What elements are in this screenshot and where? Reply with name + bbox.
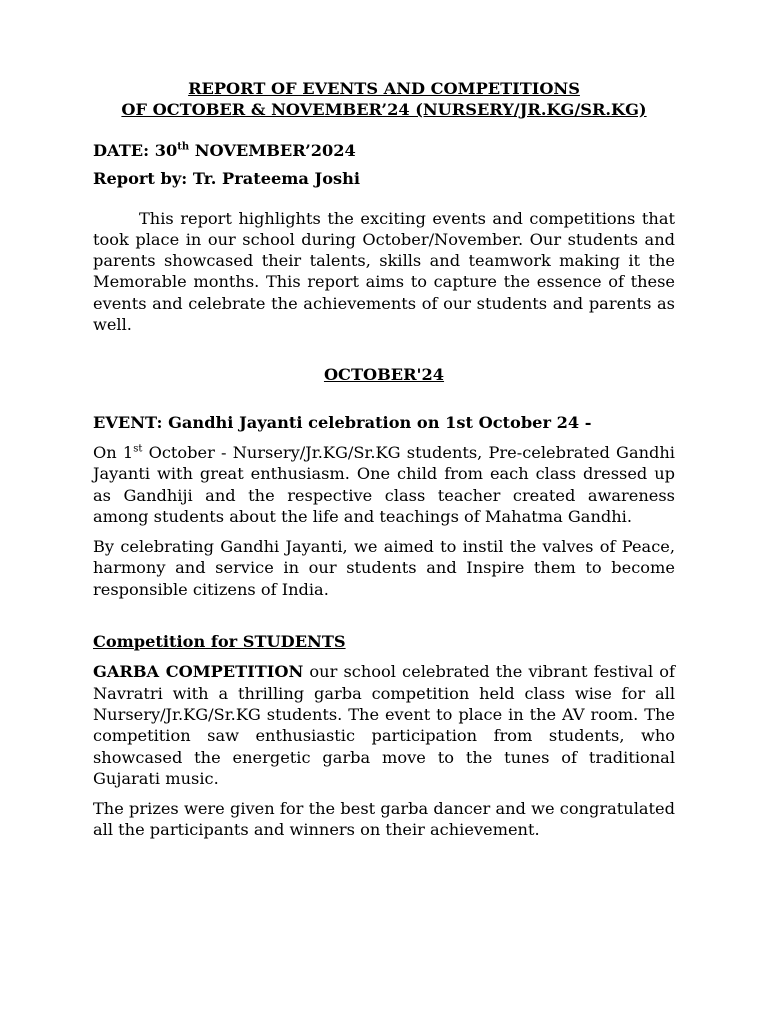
report-title-line2: OF OCTOBER & NOVEMBER’24 (NURSERY/JR.KG/SR.KG): [121, 100, 647, 119]
intro-paragraph: This report highlights the exciting events and competitions that took place in our school during October/November. Our students and parents showcased their talents, skills and teamwork making it the Memorable months. This report aims to capture the essence of these events and celebrate the achievements of our students and parents as well.: [93, 208, 675, 335]
report-date-suffix: NOVEMBER’2024: [189, 141, 356, 160]
event-p1-rest: October - Nursery/Jr.KG/Sr.KG students, Pre-celebrated Gandhi Jayanti with great enthusiasm. One child from each class dressed up as Gandhiji and the respective class teacher created awareness among students about the life and teachings of Mahatma Gandhi.: [93, 442, 675, 526]
gandhi-jayanti-paragraph-1: [93, 442, 675, 527]
gandhi-jayanti-event-heading: EVENT: Gandhi Jayanti celebration on 1st October 24 -: [93, 412, 592, 432]
event-p1-prefix: On 1: [93, 442, 134, 462]
document-page: [93, 78, 675, 841]
report-title-line1: REPORT OF EVENTS AND COMPETITIONS: [188, 79, 580, 98]
garba-description: our school celebrated the vibrant festival of Navratri with a thrilling garba competition held class wise for all Nursery/Jr.KG/Sr.KG students. The event to place in the AV room. The competition saw enthusiastic participation from students, who showcased the energetic garba move to the tunes of traditional Gujarati music.: [93, 662, 676, 788]
report-date-prefix: DATE: 30: [93, 141, 178, 160]
competition-heading: Competition for STUDENTS: [93, 632, 346, 652]
garba-title: GARBA COMPETITION: [93, 662, 304, 682]
report-date-sup: th: [177, 141, 190, 153]
gandhi-jayanti-paragraph-2: By celebrating Gandhi Jayanti, we aimed to instil the valves of Peace, harmony and service in our students and Inspire them to become responsible citizens of India.: [93, 537, 675, 599]
prizes-paragraph: The prizes were given for the best garba dancer and we congratulated all the participants and winners on their achievement.: [93, 799, 675, 840]
garba-paragraph: [93, 661, 675, 789]
october-heading: OCTOBER'24: [323, 365, 445, 385]
report-date: [93, 140, 675, 161]
report-author: Report by: Tr. Prateema Joshi: [93, 169, 361, 189]
event-p1-sup: st: [133, 443, 143, 455]
